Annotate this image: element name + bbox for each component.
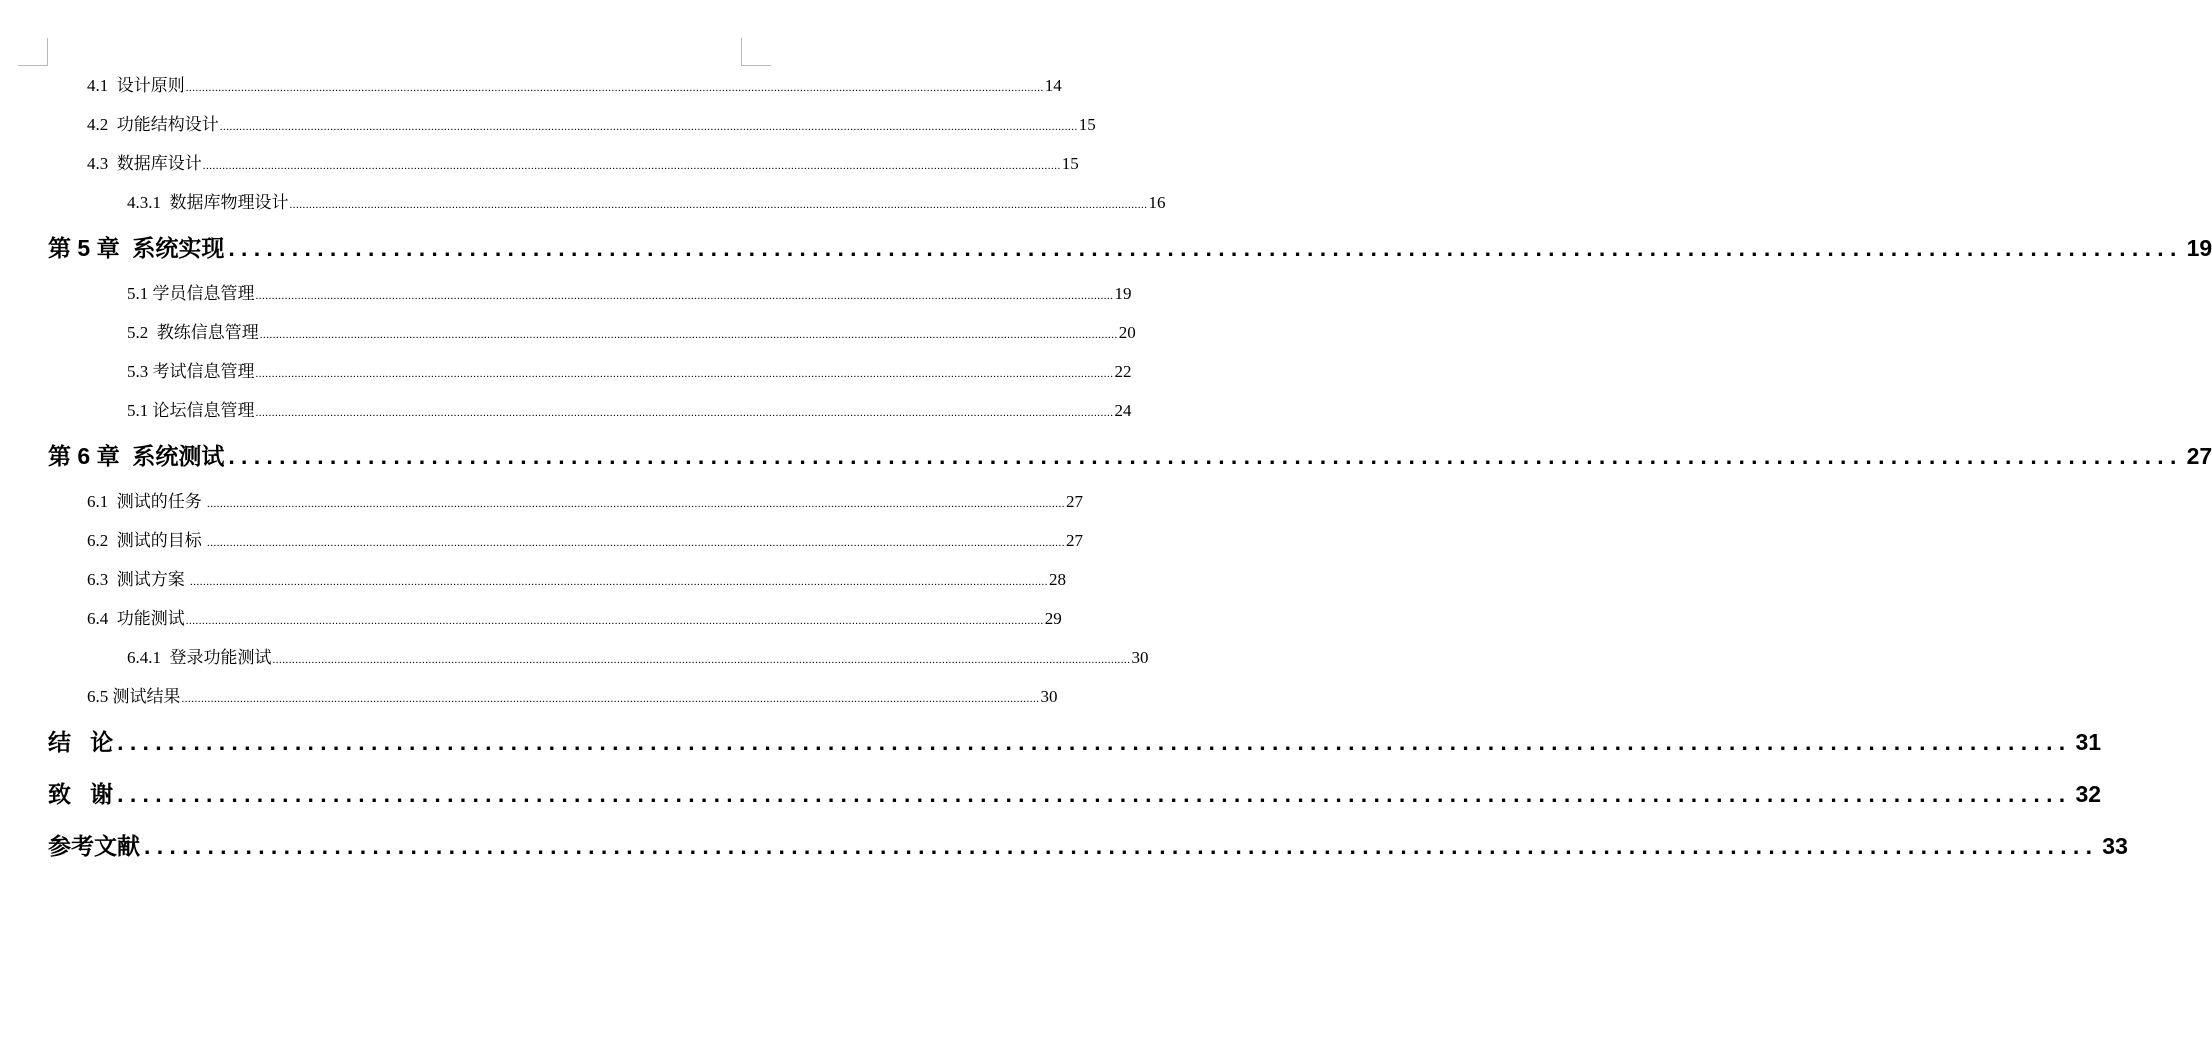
toc-entry-page: 32: [2075, 781, 2102, 807]
toc-entry[interactable]: [0, 646, 1149, 670]
toc-entry-page: 27: [1066, 492, 1083, 511]
toc-entry-title: 5.1 论坛信息管理: [127, 401, 255, 420]
toc-entry-title: 4.2 功能结构设计: [87, 115, 219, 134]
toc-entry[interactable]: [0, 282, 1132, 306]
toc-entry[interactable]: [0, 685, 1058, 709]
toc-entry-title: 6.3 测试方案: [87, 570, 189, 589]
toc-entry-title: 6.5 测试结果: [87, 687, 181, 706]
toc-entry-title: 第 6 章 系统测试: [48, 443, 225, 469]
toc-entry-page: 30: [1131, 648, 1149, 667]
toc-entry-title: 6.4.1 登录功能测试: [127, 648, 272, 667]
toc-entry-page: 16: [1148, 193, 1166, 212]
toc-leader-dots: [256, 282, 1114, 308]
margin-corner-mark: [741, 38, 742, 66]
toc-entry-page: 19: [2186, 235, 2212, 261]
toc-entry[interactable]: [0, 490, 1083, 514]
toc-leader-dots: [256, 399, 1114, 425]
toc-leader-dots: [220, 113, 1078, 139]
toc-entry-page: 33: [2102, 833, 2128, 859]
toc-leader-dots: [117, 725, 2071, 759]
toc-entry-title: 4.3 数据库设计: [87, 154, 202, 173]
toc-entry[interactable]: [0, 113, 1096, 137]
toc-entry-title: 5.1 学员信息管理: [127, 284, 255, 303]
toc-chapter-entry[interactable]: [0, 439, 2212, 473]
toc-leader-dots: [290, 191, 1148, 217]
toc-chapter-entry[interactable]: [0, 725, 2102, 759]
toc-entry-title: 结 论: [48, 729, 114, 755]
toc-entry-title: 5.3 考试信息管理: [127, 362, 255, 381]
toc-entry-page: 27: [1066, 531, 1083, 550]
toc-entry-page: 29: [1044, 609, 1062, 628]
toc-entry-page: 15: [1061, 154, 1079, 173]
toc-entry-page: 22: [1114, 362, 1132, 381]
toc-entry-title: 4.3.1 数据库物理设计: [127, 193, 289, 212]
toc-leader-dots: [260, 321, 1118, 347]
toc-entry-page: 31: [2075, 729, 2102, 755]
toc-entry[interactable]: [0, 152, 1079, 176]
toc-entry[interactable]: [0, 191, 1166, 215]
toc-entry-page: 19: [1114, 284, 1132, 303]
toc-entry-title: 6.1 测试的任务: [87, 492, 206, 511]
margin-corner-mark: [741, 65, 771, 66]
toc-entry-page: 24: [1114, 401, 1132, 420]
toc-entry[interactable]: [0, 607, 1062, 631]
toc-entry-page: 15: [1078, 115, 1096, 134]
toc-entry-title: 5.2 教练信息管理: [127, 323, 259, 342]
toc-entry-page: 28: [1049, 570, 1066, 589]
toc-chapter-entry[interactable]: [0, 829, 2128, 863]
toc-leader-dots: [182, 685, 1040, 711]
toc-leader-dots: [117, 777, 2071, 811]
toc-leader-dots: [207, 490, 1065, 516]
toc-entry-title: 参考文献: [48, 833, 140, 859]
toc-entry-page: 14: [1044, 76, 1062, 95]
toc-entry[interactable]: [0, 529, 1083, 553]
toc-leader-dots: [273, 646, 1131, 672]
toc-entry-page: 30: [1040, 687, 1058, 706]
toc-entry-title: 4.1 设计原则: [87, 76, 185, 95]
toc-chapter-entry[interactable]: [0, 777, 2102, 811]
toc-leader-dots: [186, 607, 1044, 633]
toc-leader-dots: [207, 529, 1065, 555]
toc-entry-page: 27: [2186, 443, 2212, 469]
toc-leader-dots: [203, 152, 1061, 178]
toc-entry[interactable]: [0, 360, 1132, 384]
toc-leader-dots: [144, 829, 2098, 863]
toc-entry-title: 6.4 功能测试: [87, 609, 185, 628]
toc-chapter-entry[interactable]: [0, 231, 2212, 265]
toc-entry-title: 致 谢: [48, 781, 114, 807]
margin-corner-mark: [18, 65, 48, 66]
margin-corner-mark: [47, 38, 48, 66]
toc-entry-title: 6.2 测试的目标: [87, 531, 206, 550]
toc-leader-dots: [256, 360, 1114, 386]
toc-leader-dots: [186, 74, 1044, 100]
toc-entry-page: 20: [1118, 323, 1136, 342]
toc-leader-dots: [228, 231, 2182, 265]
toc-entry[interactable]: [0, 74, 1062, 98]
toc-leader-dots: [228, 439, 2182, 473]
toc-entry[interactable]: [0, 321, 1136, 345]
toc-entry-title: 第 5 章 系统实现: [48, 235, 225, 261]
toc-entry[interactable]: [0, 399, 1132, 423]
toc-entry[interactable]: [0, 568, 1066, 592]
toc-leader-dots: [190, 568, 1048, 594]
